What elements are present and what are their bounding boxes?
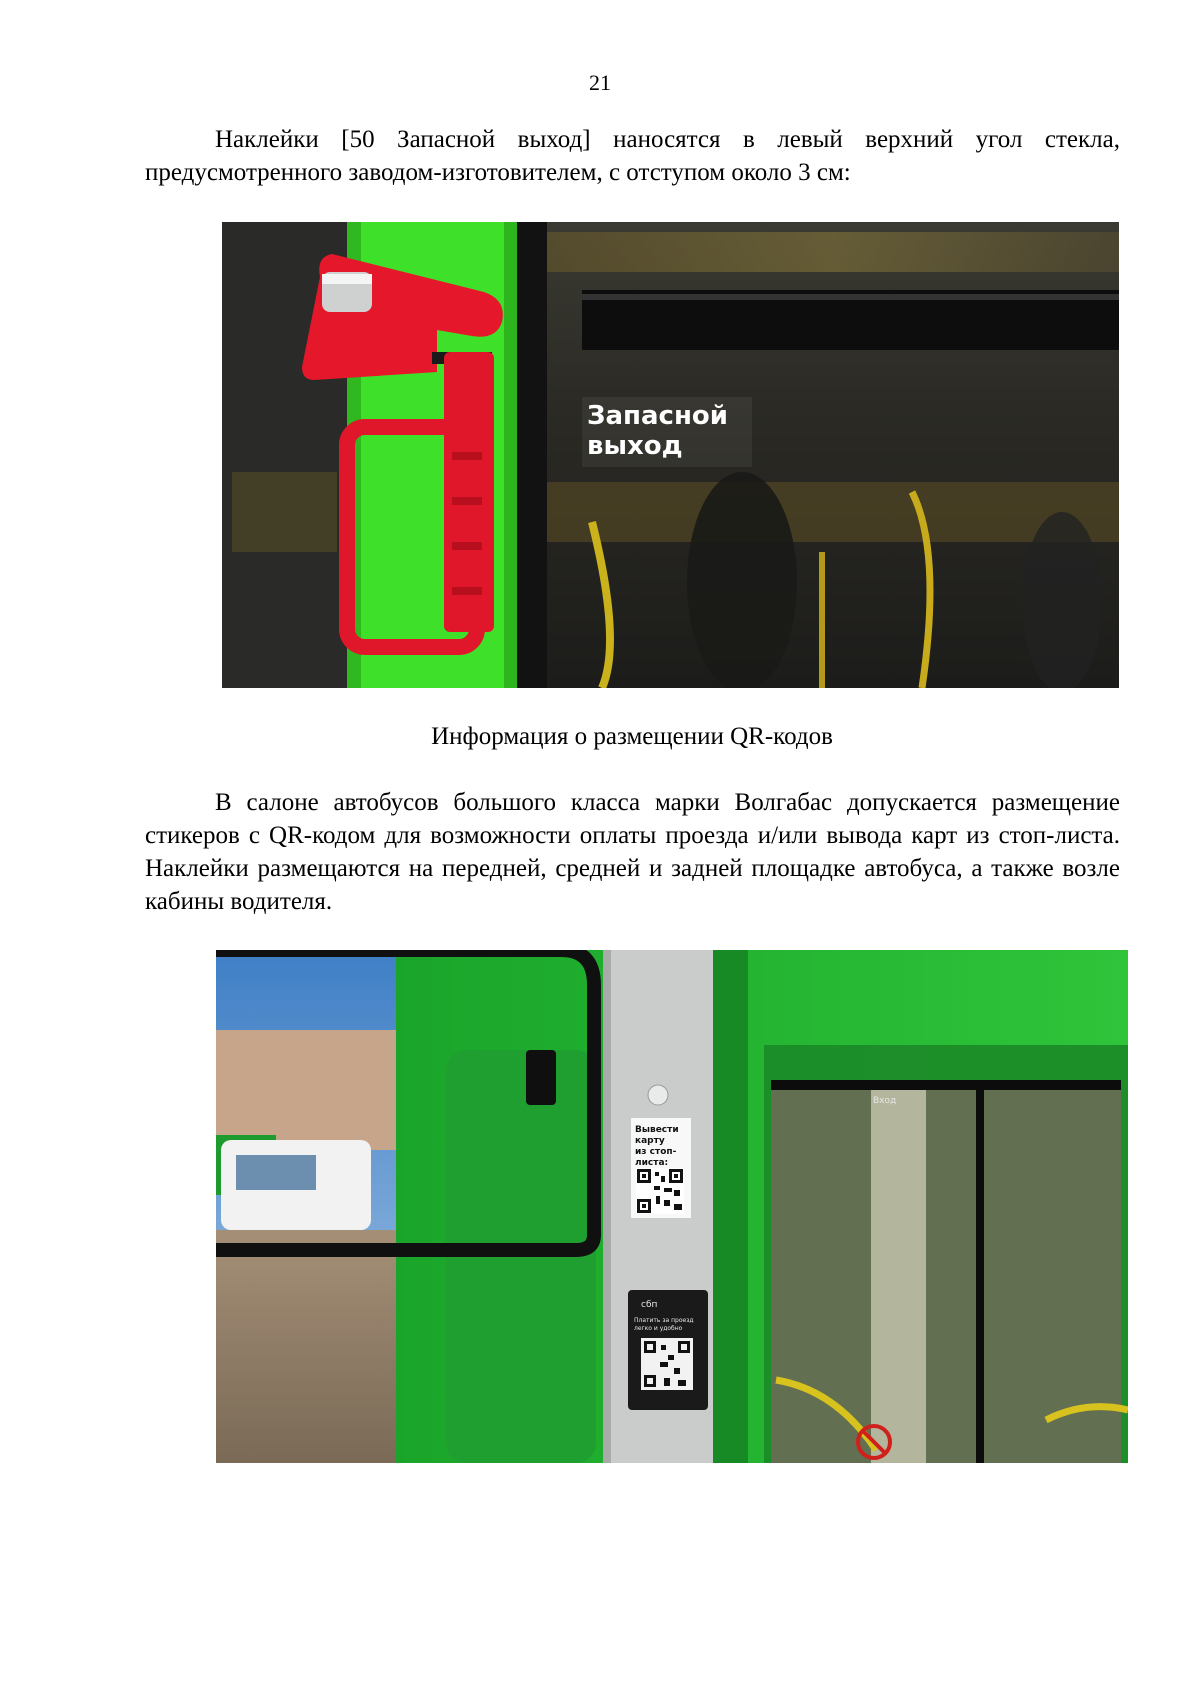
sbp-qr-sticker [628, 1290, 708, 1410]
sticker-text-line1: Запасной [587, 401, 728, 431]
photo-qr-stickers-illustration [216, 950, 1128, 1463]
sbp-caption-line1: Платить за проезд [634, 1317, 694, 1324]
page-number: 21 [589, 70, 611, 95]
photo-qr-stickers [216, 950, 1128, 1463]
stop-list-qr-sticker [631, 1118, 691, 1218]
photo-emergency-exit-illustration [222, 222, 1119, 688]
sticker-line-4: листа: [635, 1158, 669, 1168]
qr-code-icon [636, 1168, 684, 1214]
sticker-text-line2: выход [587, 431, 683, 461]
paragraph-qr-codes-text: В салоне автобусов большого класса марки Волгабас допускается размещение стикеров с QR-кодом для возможности оплаты проезда и/или вывода карт из стоп-листа. Наклейки размещаются на передней, средней и задней площадке автобуса, а также возле кабины водителя. [145, 789, 1120, 915]
paragraph-emergency-exit-text: Наклейки [50 Запасной выход] наносятся в левый верхний угол стекла, предусмотренного заводом-изготовителем, с отступом около 3 см: [145, 126, 1120, 186]
sticker-line-1: Вывести [635, 1125, 679, 1135]
paragraph-qr-codes [145, 786, 1120, 918]
photo-emergency-exit-sticker [222, 222, 1119, 688]
sticker-line-3: из стоп- [635, 1147, 677, 1157]
sbp-logo-text: сбп [641, 1300, 658, 1310]
section-heading-qr-codes: Информация о размещении QR-кодов [431, 723, 833, 750]
sbp-caption-line2: легко и удобно [634, 1325, 683, 1332]
sticker-line-2: карту [635, 1136, 665, 1146]
door-sign-entrance: Вход [873, 1096, 897, 1106]
paragraph-emergency-exit [145, 123, 1120, 189]
